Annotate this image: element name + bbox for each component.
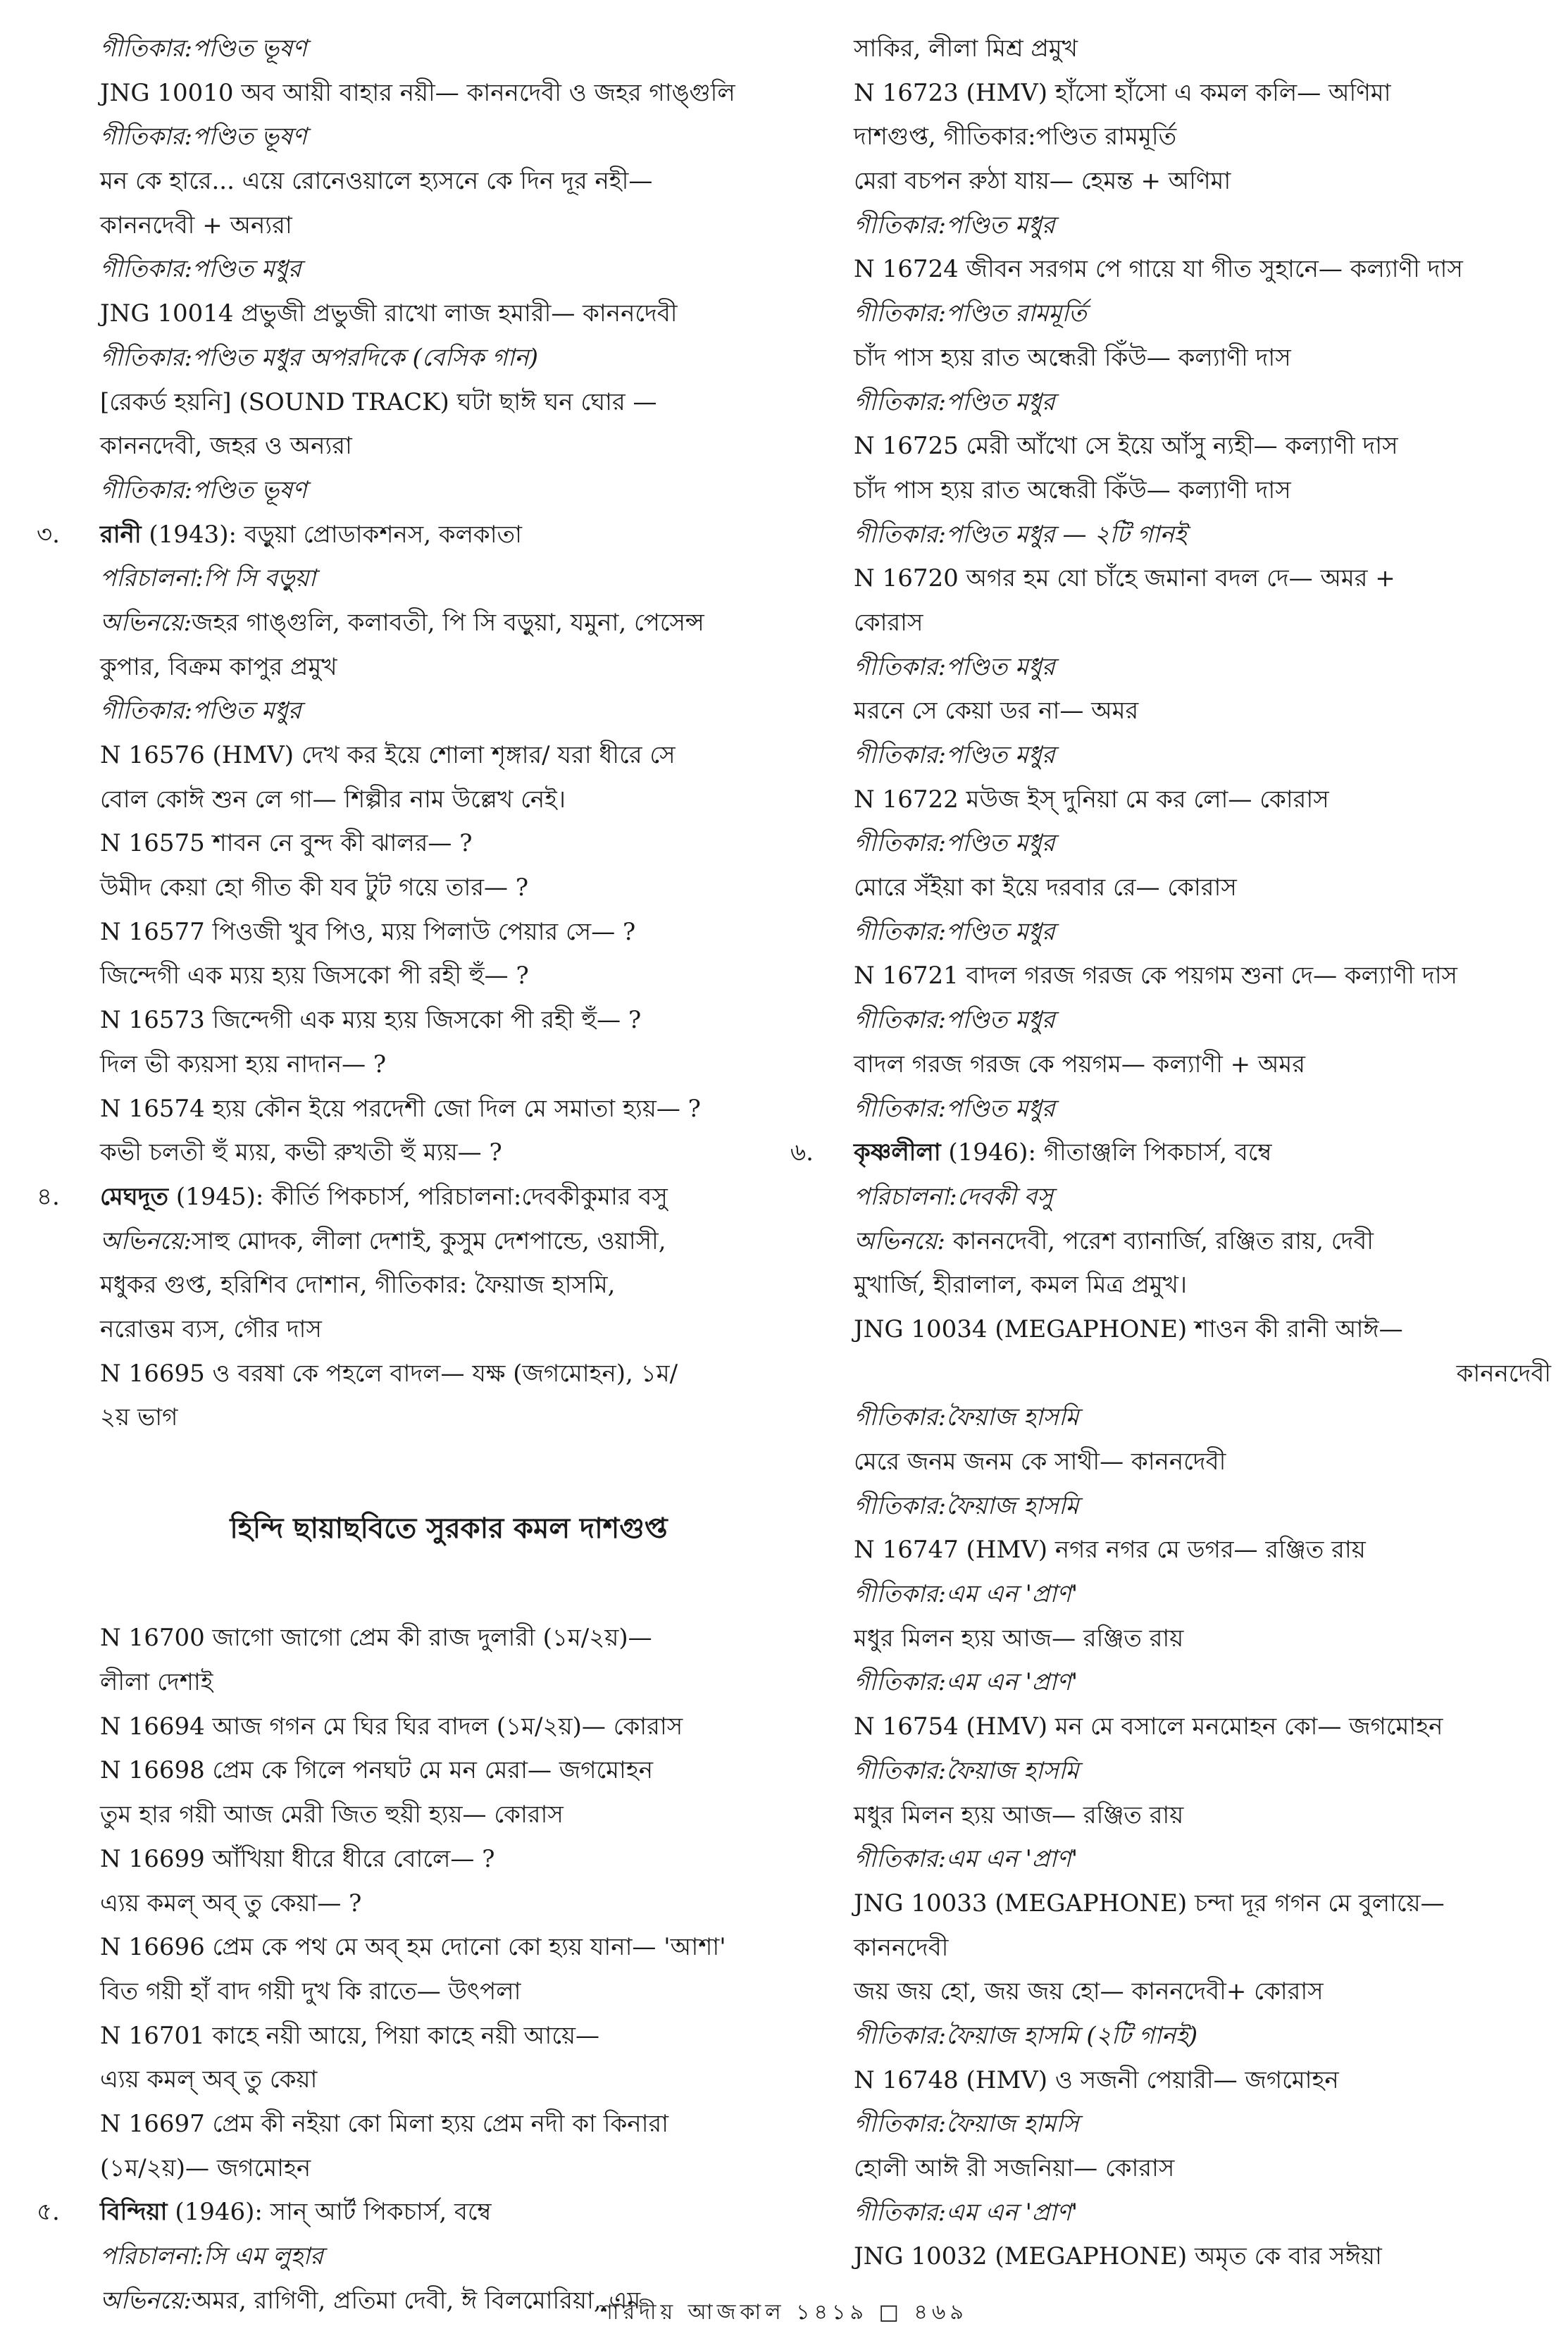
film-name: রানী — [100, 520, 142, 549]
line-text: গীতিকার:পণ্ডিত ভূষণ — [100, 35, 307, 63]
line-text: N 16721 বাদল গরজ গরজ কে পয়গম শুনা দে— কল্যাণী দাস — [854, 962, 1458, 990]
line-text: নরোত্তম ব্যস, গৌর দাস — [100, 1314, 322, 1343]
text-line — [854, 1440, 1551, 1484]
line-text: N 16576 (HMV) দেখ কর ইয়ে শোলা শৃঙ্গার/ যরা ধীরে সে — [100, 741, 676, 769]
spacer — [100, 1440, 797, 1484]
line-text: গীতিকার:পণ্ডিত মধুর — [854, 652, 1055, 681]
text-line — [854, 2234, 1551, 2279]
line-text: (1943): বড়ুয়া প্রোডাকশনস, কলকাতা — [141, 520, 522, 549]
text-line — [854, 1749, 1551, 1794]
text-line — [100, 1660, 797, 1705]
line-text: মোরে সঁইয়া কা ইয়ে দরবার রে— কোরাস — [854, 874, 1237, 902]
text-line — [100, 778, 797, 822]
text-line — [100, 1043, 797, 1087]
text-line — [854, 910, 1551, 955]
text-line — [854, 954, 1551, 998]
text-line — [100, 1263, 797, 1307]
entry-number: ৬. — [790, 1138, 814, 1167]
line-text: তুম হার গয়ী আজ মেরী জিত হুয়ী হ্যয়— কোরাস — [100, 1801, 564, 1829]
section-heading: হিন্দি ছায়াছবিতে সুরকার কমল দাশগুপ্ত — [230, 1511, 668, 1545]
line-text: এ্যয় কমল্ অব্ তু কেয়া — [100, 2065, 318, 2094]
line-text: মেরে জনম জনম কে সাথী— কাননদেবী — [854, 1448, 1226, 1476]
text-line — [854, 601, 1551, 645]
text-line — [100, 292, 797, 336]
text-line — [854, 1352, 1551, 1396]
line-text: N 16695 ও বরষা কে পহলে বাদল— যক্ষ (জগমোহন), ১ম/ — [100, 1359, 678, 1388]
line-text: মেরা বচপন রুঠা যায়— হেমন্ত + অণিমা — [854, 167, 1231, 196]
line-text: কাননদেবী — [854, 1933, 949, 1962]
line-text: JNG 10033 (MEGAPHONE) চন্দা দূর গগন মে বুলায়ে— — [854, 1889, 1445, 1917]
line-text: এ্যয় কমল্ অব্ তু কেয়া— ? — [100, 1889, 362, 1917]
text-line — [854, 115, 1551, 159]
text-line — [854, 71, 1551, 116]
line-text: দিল ভী ক্যয়সা হ্যয় নাদান— ? — [100, 1050, 387, 1079]
text-line — [100, 1352, 797, 1396]
text-line — [100, 910, 797, 955]
line-text: গীতিকার:এম এন 'প্রাণ' — [854, 1668, 1078, 1697]
text-line — [854, 821, 1551, 866]
field-label: অভিনয়ে: — [854, 1226, 945, 1255]
text-line — [100, 557, 797, 601]
text-line — [854, 1794, 1551, 1838]
line-text: কাননদেবী — [1456, 1359, 1551, 1388]
text-line — [854, 1926, 1551, 1970]
line-text: N 16701 কাহে নয়ী আয়ে, পিয়া কাহে নয়ী আয়ে— — [100, 2021, 600, 2050]
line-text: বাদল গরজ গরজ কে পয়গম— কল্যাণী + অমর — [854, 1050, 1305, 1079]
text-line — [100, 2014, 797, 2058]
text-line — [100, 204, 797, 248]
text-line — [854, 292, 1551, 336]
line-text: কোরাস — [854, 608, 923, 637]
text-line — [854, 998, 1551, 1043]
line-text: N 16697 প্রেম কী নইয়া কো মিলা হ্যয় প্রেম নদী কা কিনারা — [100, 2109, 669, 2138]
text-line — [854, 645, 1551, 690]
text-line — [100, 468, 797, 513]
text-line — [100, 336, 797, 380]
line-text: গীতিকার:ফৈয়াজ হাসমি (২টি গানই) — [854, 2021, 1198, 2050]
line-text: মধুকর গুপ্ত, হরিশিব দোশান, গীতিকার: ফৈয়াজ হাসমি, — [100, 1271, 616, 1300]
line-text: গীতিকার:ফৈয়াজ হাসমি — [854, 1756, 1079, 1785]
line-text: মন কে হারে... এয়ে রোনেওয়ালে হ্যসনে কে দিন দূর নহী— — [100, 167, 653, 196]
text-line — [100, 1396, 797, 1440]
text-line — [100, 159, 797, 204]
text-line — [854, 1219, 1551, 1264]
line-text: N 16747 (HMV) নগর নগর মে ডগর— রঞ্জিত রায় — [854, 1536, 1366, 1565]
text-line — [100, 1748, 797, 1793]
text-line — [100, 1087, 797, 1131]
text-line — [854, 2102, 1551, 2146]
line-text: N 16694 আজ গগন মে ঘির ঘির বাদল (১ম/২য়)— কোরাস — [100, 1712, 683, 1741]
line-text: N 16698 প্রেম কে গিলে পনঘট মে মন মেরা— জগমোহন — [100, 1756, 654, 1785]
line-text: (1946): গীতাঞ্জলি পিকচার্স, বম্বে — [940, 1138, 1272, 1167]
page-footer: শারদীয় আজকাল ১৪১৯ □ ৪৬৯ — [600, 2300, 968, 2325]
line-text: গীতিকার:এম এন 'প্রাণ' — [854, 1580, 1078, 1609]
line-text: ২য় ভাগ — [100, 1403, 178, 1432]
line-text: N 16748 (HMV) ও সজনী পেয়ারী— জগমোহন — [854, 2065, 1339, 2094]
field-label: অভিনয়ে: — [100, 608, 192, 637]
text-line — [854, 2014, 1551, 2058]
text-line — [100, 2102, 797, 2146]
left-column — [37, 27, 797, 2323]
line-text: (১ম/২য়)— জগমোহন — [100, 2153, 311, 2182]
line-text: N 16724 জীবন সরগম পে গায়ে যা গীত সুহানে— কল্যাণী দাস — [854, 255, 1463, 284]
text-line — [854, 1307, 1551, 1352]
line-text: গীতিকার:পণ্ডিত মধুর — [854, 829, 1055, 858]
line-text: বোল কোঈ শুন লে গা— শিল্পীর নাম উল্লেখ নেই। — [100, 785, 566, 814]
film-name: বিন্দিয়া — [100, 2198, 168, 2227]
text-line — [854, 1572, 1551, 1617]
line-text: গীতিকার:পণ্ডিত মধুর — [854, 1006, 1055, 1035]
line-text: গীতিকার:পণ্ডিত মধুর — ২টি গানই — [854, 520, 1187, 549]
line-text: মধুর মিলন হ্যয় আজ— রঞ্জিত রায় — [854, 1801, 1184, 1829]
film-entry-title — [37, 2190, 797, 2234]
line-text: গীতিকার:পণ্ডিত মধুর — [100, 697, 301, 726]
line-text: গীতিকার:এম এন 'প্রাণ' — [854, 1845, 1078, 1874]
line-text: কুপার, বিক্রম কাপুর প্রমুখ — [100, 652, 337, 681]
text-line — [854, 1087, 1551, 1131]
line-text: N 16699 আঁখিয়া ধীরে ধীরে বোলে— ? — [100, 1844, 495, 1873]
text-line — [100, 1925, 797, 1970]
text-line — [854, 866, 1551, 910]
text-line — [854, 1396, 1551, 1440]
line-text: কাননদেবী + অন্যরা — [100, 211, 292, 240]
text-line — [854, 1837, 1551, 1882]
line-text: গীতিকার:পণ্ডিত মধুর — [854, 387, 1055, 416]
text-line — [854, 778, 1551, 822]
text-line — [100, 380, 797, 425]
text-line — [100, 424, 797, 468]
line-text: (1946): সান্ আর্ট পিকচার্স, বম্বে — [167, 2198, 492, 2227]
line-text: গীতিকার:পণ্ডিত মধুর — [854, 1094, 1055, 1123]
text-line — [100, 998, 797, 1043]
line-text: চাঁদ পাস হ্যয় রাত অন্ধেরী কিঁউ— কল্যাণী দাস — [854, 475, 1291, 504]
text-line — [854, 1705, 1551, 1749]
line-text: গীতিকার:ফৈয়াজ হাসমি — [854, 1403, 1079, 1432]
line-text: N 16696 প্রেম কে পথ মে অব্ হম দোনো কো হ্যয় যানা— 'আশা' — [100, 1933, 726, 1962]
line-text: N 16574 হ্যয় কৌন ইয়ে পরদেশী জো দিল মে সমাতা হ্যয়— ? — [100, 1094, 701, 1123]
text-line — [854, 2058, 1551, 2103]
line-text: অমর, রাগিণী, প্রতিমা দেবী, ঈ বিলমোরিয়া, এম — [191, 2286, 641, 2315]
line-text: N 16575 শাবন নে বুন্দ কী ঝালর— ? — [100, 829, 473, 858]
text-line — [100, 2234, 797, 2279]
text-line — [100, 601, 797, 645]
film-name: মেঘদূত — [100, 1182, 169, 1211]
spacer — [100, 1572, 797, 1617]
text-line — [100, 1616, 797, 1660]
line-text: সাহু মোদক, লীলা দেশাই, কুসুম দেশপান্ডে, ওয়াসী, — [191, 1226, 666, 1255]
line-text: জহর গাঙ্গুলি, কলাবতী, পি সি বড়ুয়া, যমুনা, পেসেন্স — [191, 608, 704, 637]
line-text: পরিচালনা:পি সি বড়ুয়া — [100, 564, 316, 593]
entry-number: ৫. — [37, 2198, 60, 2227]
text-line — [854, 1882, 1551, 1926]
text-line — [854, 1175, 1551, 1219]
line-text: সাকির, লীলা মিশ্র প্রমুখ — [854, 35, 1078, 63]
text-line — [100, 2146, 797, 2191]
text-line — [854, 2146, 1551, 2191]
text-line — [854, 1528, 1551, 1572]
line-text: N 16725 মেরী আঁখো সে ইয়ে আঁসু ন্যহী— কল্যাণী দাস — [854, 432, 1398, 461]
text-line — [100, 1307, 797, 1352]
film-name: কৃষ্ণলীলা — [854, 1138, 941, 1167]
right-column — [790, 27, 1551, 2279]
line-text: গীতিকার:পণ্ডিত রামমূর্তি — [854, 299, 1087, 328]
text-line — [854, 468, 1551, 513]
text-line — [100, 1970, 797, 2014]
text-line — [100, 1219, 797, 1264]
text-line — [100, 1793, 797, 1837]
line-text: গীতিকার:পণ্ডিত মধুর অপরদিকে (বেসিক গান) — [100, 343, 538, 372]
line-text: জিন্দেগী এক ম্যয় হ্যয় জিসকো পী রহী হুঁ— ? — [100, 962, 529, 990]
text-line — [854, 247, 1551, 292]
line-text: JNG 10010 অব আয়ী বাহার নয়ী— কাননদেবী ও জহর গাঙ্গুলি — [100, 78, 735, 107]
line-text: মরনে সে কেয়া ডর না— অমর — [854, 697, 1139, 726]
text-line — [100, 115, 797, 159]
text-line — [100, 27, 797, 71]
line-text: গীতিকার:ফৈয়াজ হাসমি — [854, 1491, 1079, 1520]
text-line — [854, 557, 1551, 601]
line-text: N 16577 পিওজী খুব পিও, ম্যয় পিলাউ পেয়ার সে— ? — [100, 917, 636, 946]
line-text: দাশগুপ্ত, গীতিকার:পণ্ডিত রামমূর্তি — [854, 123, 1177, 151]
text-line — [100, 1705, 797, 1749]
film-entry-title — [790, 1131, 1551, 1175]
text-line — [100, 1882, 797, 1926]
line-text: N 16573 জিন্দেগী এক ম্যয় হ্যয় জিসকো পী রহী হুঁ— ? — [100, 1006, 642, 1035]
text-line — [854, 1617, 1551, 1661]
line-text: N 16723 (HMV) হাঁসো হাঁসো এ কমল কলি— অণিমা — [854, 78, 1391, 107]
line-text: কাননদেবী, পরেশ ব্যানার্জি, রঞ্জিত রায়, দেবী — [945, 1226, 1374, 1255]
film-entry-title — [37, 1175, 797, 1219]
line-text: লীলা দেশাই — [100, 1668, 213, 1697]
line-text: গীতিকার:পণ্ডিত মধুর — [854, 741, 1055, 769]
line-text: মুখার্জি, হীরালাল, কমল মিত্র প্রমুখ। — [854, 1271, 1188, 1300]
text-line — [854, 159, 1551, 204]
text-line — [854, 424, 1551, 468]
line-text: হোলী আঈ রী সজনিয়া— কোরাস — [854, 2154, 1175, 2182]
text-line — [854, 689, 1551, 733]
line-text: JNG 10034 (MEGAPHONE) শাওন কী রানী আঈ— — [854, 1314, 1403, 1343]
line-text: JNG 10032 (MEGAPHONE) অমৃত কে বার সঈয়া — [854, 2242, 1382, 2271]
text-line — [854, 733, 1551, 778]
line-text: পরিচালনা:সি এম লুহার — [100, 2242, 323, 2270]
entry-number: ৪. — [37, 1182, 60, 1211]
field-label: অভিনয়ে: — [100, 1226, 192, 1255]
line-text: কাননদেবী, জহর ও অন্যরা — [100, 432, 352, 461]
text-line — [100, 645, 797, 690]
field-label: অভিনয়ে: — [100, 2286, 192, 2315]
line-text: চাঁদ পাস হ্যয় রাত অন্ধেরী কিঁউ— কল্যাণী দাস — [854, 343, 1291, 372]
text-line — [854, 1043, 1551, 1087]
text-line — [100, 689, 797, 733]
text-line — [100, 71, 797, 116]
text-line — [854, 27, 1551, 71]
text-line — [100, 866, 797, 910]
line-text: বিত গয়ী হাঁ বাদ গয়ী দুখ কি রাতে— উৎপলা — [100, 1977, 521, 2006]
text-line — [854, 1970, 1551, 2014]
line-text: N 16720 অগর হম যো চাঁহে জমানা বদল দে— অমর + — [854, 564, 1395, 593]
line-text: কভী চলতী হুঁ ম্যয়, কভী রুখতী হুঁ ম্যয়— ? — [100, 1138, 502, 1167]
text-line — [100, 733, 797, 778]
line-text: N 16722 মউজ ইস্ দুনিয়া মে কর লো— কোরাস — [854, 785, 1329, 814]
line-text: JNG 10014 প্রভুজী প্রভুজী রাখো লাজ হমারী— কাননদেবী — [100, 299, 678, 328]
text-line — [854, 1263, 1551, 1307]
line-text: গীতিকার:পণ্ডিত ভূষণ — [100, 123, 307, 151]
line-text: N 16754 (HMV) মন মে বসালে মনমোহন কো— জগমোহন — [854, 1712, 1443, 1741]
line-text: জয় জয় হো, জয় জয় হো— কাননদেবী+ কোরাস — [854, 1977, 1324, 2006]
line-text: মধুর মিলন হ্যয় আজ— রঞ্জিত রায় — [854, 1624, 1184, 1653]
text-line — [854, 204, 1551, 248]
text-line — [854, 1484, 1551, 1529]
text-line — [100, 821, 797, 866]
line-text: পরিচালনা:দেবকী বসু — [854, 1182, 1053, 1211]
line-text: উমীদ কেয়া হো গীত কী যব টুট গয়ে তার— ? — [100, 874, 529, 902]
entry-number: ৩. — [37, 520, 60, 549]
line-text: গীতিকার:ফৈয়াজ হামসি — [854, 2110, 1079, 2139]
film-entry-title — [37, 513, 797, 557]
text-line — [854, 513, 1551, 557]
text-line — [100, 247, 797, 292]
line-text: গীতিকার:পণ্ডিত ভূষণ — [100, 475, 307, 504]
line-text: গীতিকার:এম এন 'প্রাণ' — [854, 2198, 1078, 2227]
line-text: গীতিকার:পণ্ডিত মধুর — [854, 211, 1055, 240]
text-line — [854, 380, 1551, 425]
line-text: [রেকর্ড হয়নি] (SOUND TRACK) ঘটা ছাঈ ঘন ঘোর — — [100, 387, 657, 416]
text-line — [854, 336, 1551, 380]
line-text: গীতিকার:পণ্ডিত মধুর — [854, 917, 1055, 946]
text-line — [100, 954, 797, 998]
text-line — [854, 1660, 1551, 1705]
text-line — [854, 2191, 1551, 2235]
text-line — [100, 1131, 797, 1175]
line-text: (1945): কীর্তি পিকচার্স, পরিচালনা:দেবকীকুমার বসু — [168, 1182, 668, 1211]
line-text: গীতিকার:পণ্ডিত মধুর — [100, 255, 301, 284]
text-line — [100, 1837, 797, 1882]
line-text: N 16700 জাগো জাগো প্রেম কী রাজ দুলারী (১ম/২য়)— — [100, 1624, 652, 1653]
text-line — [100, 2058, 797, 2102]
